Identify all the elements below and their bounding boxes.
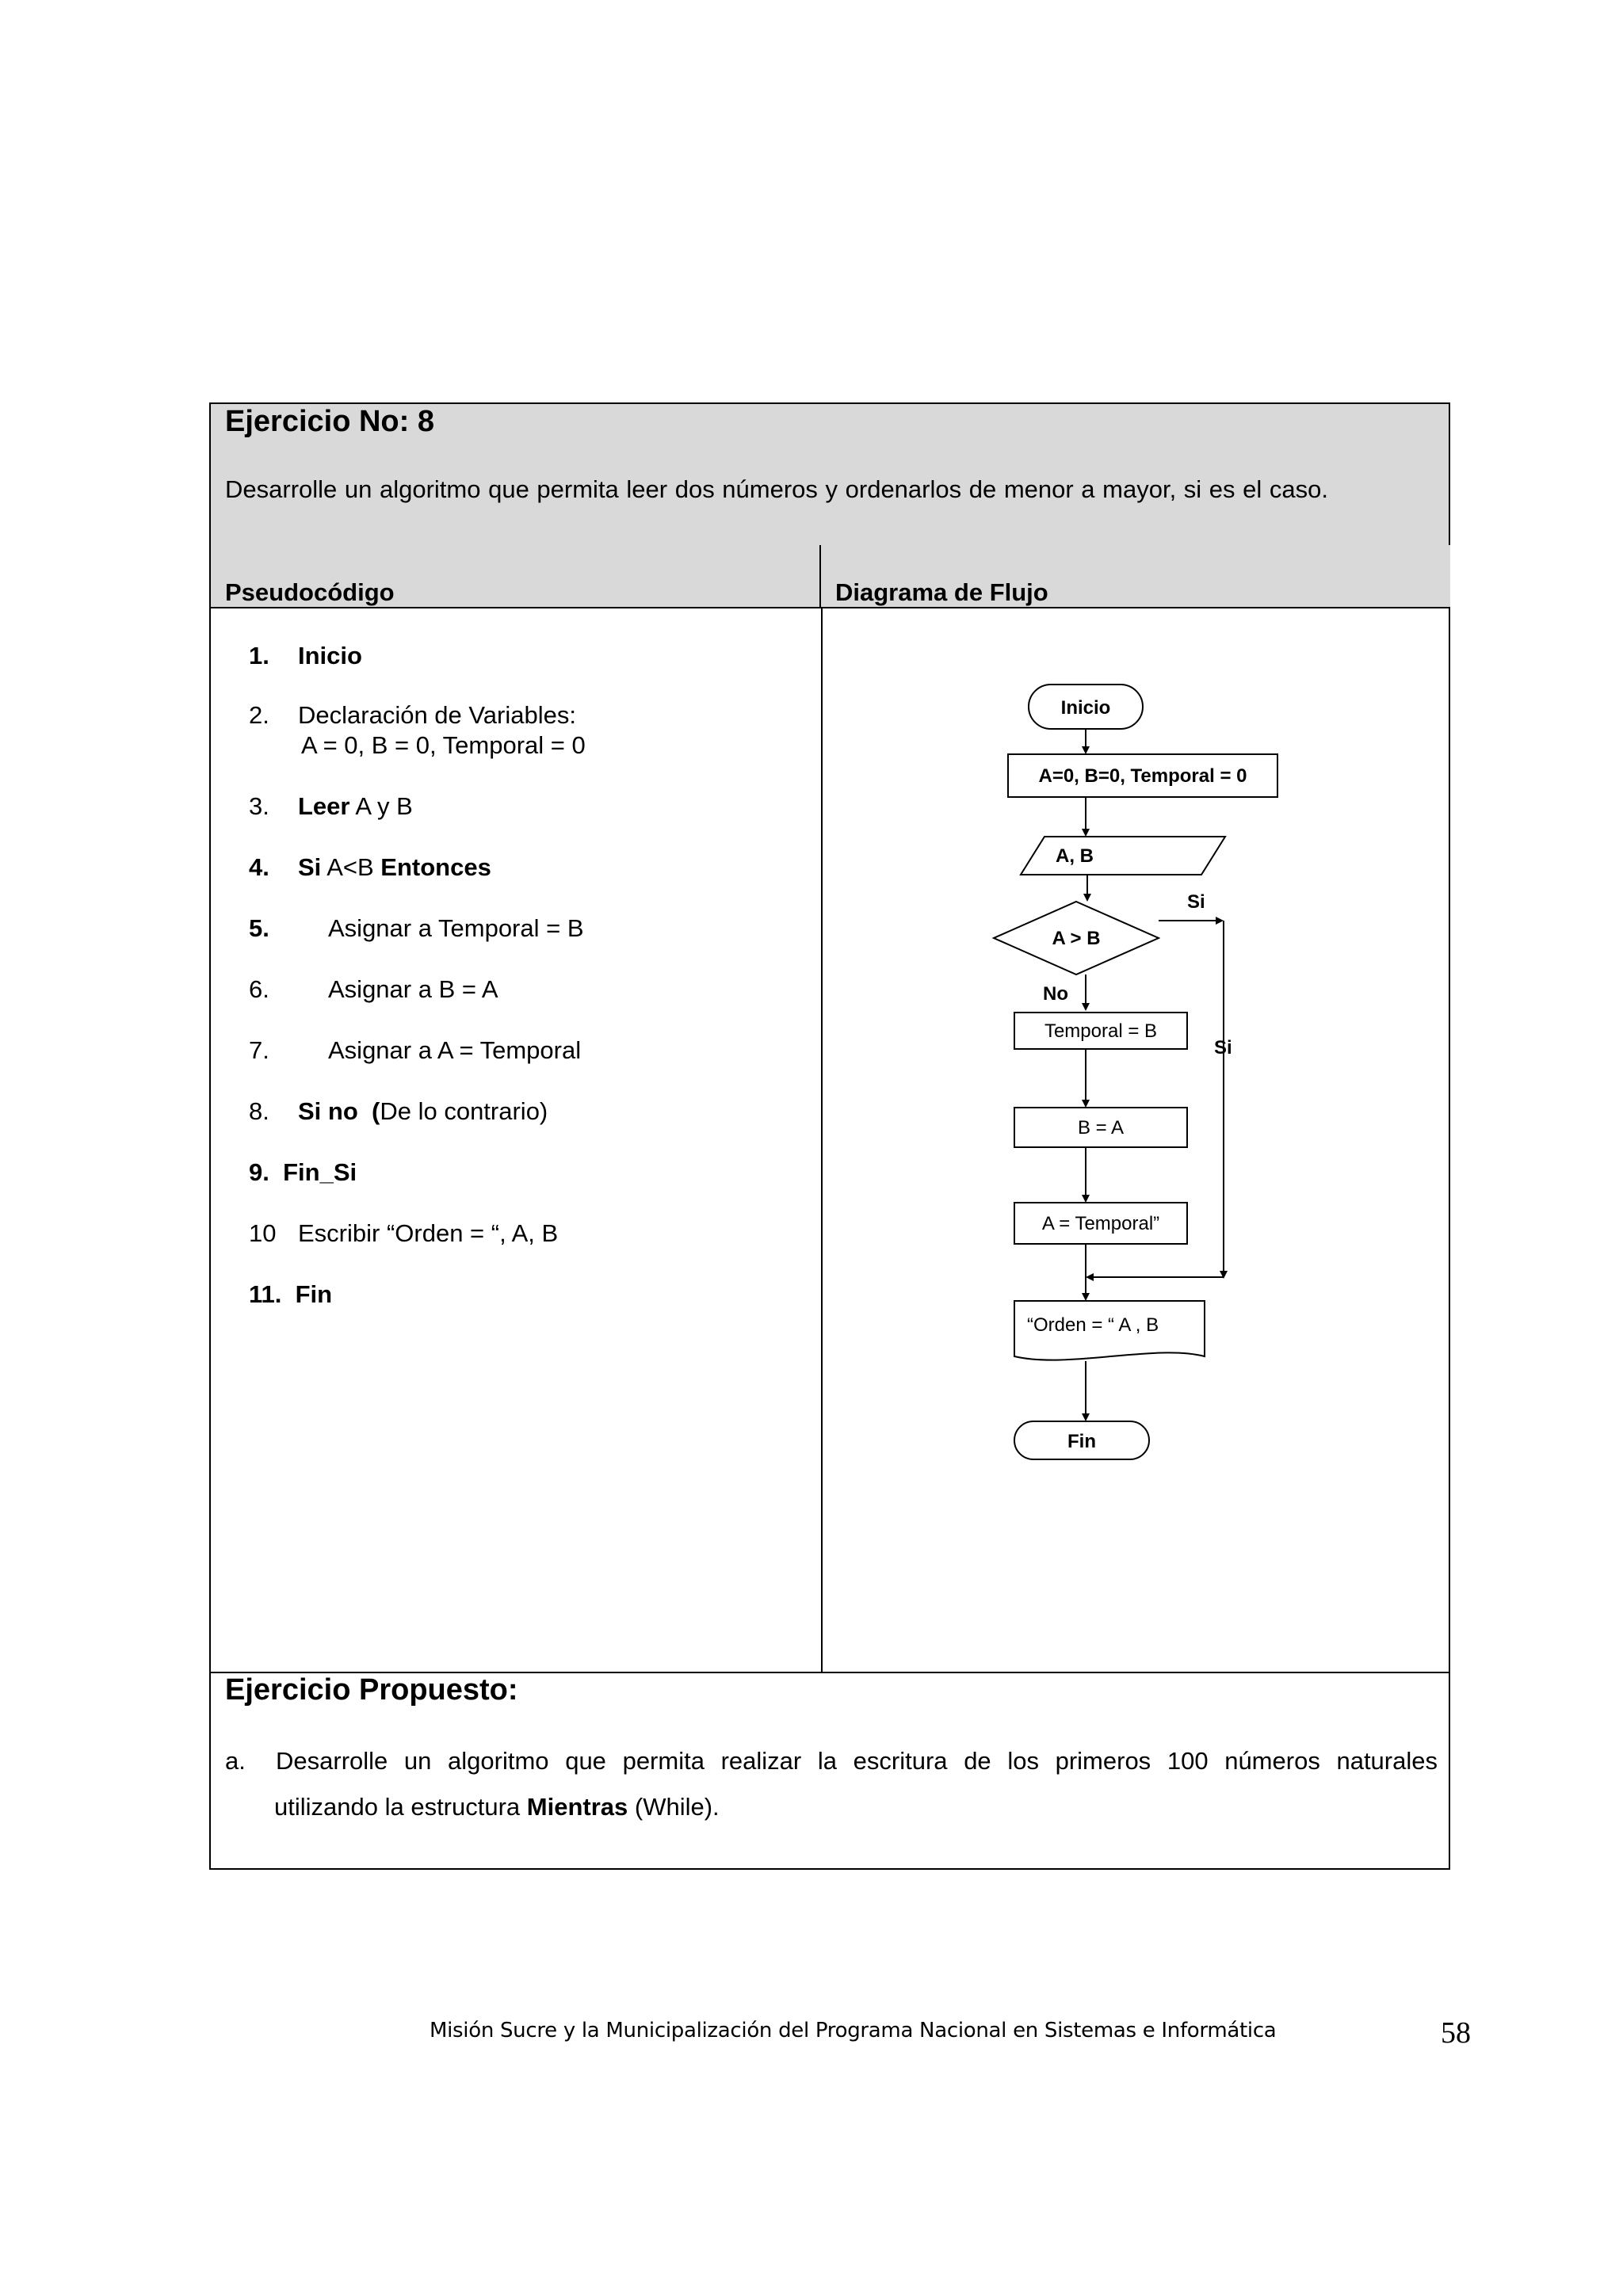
pseudo-step-11: 11. Fin (249, 1280, 333, 1308)
decision-no-label: No (1043, 983, 1068, 1005)
exercise-title: Ejercicio No: 8 (225, 405, 434, 438)
pseudo-step-10: 10 Escribir “Orden = “, A, B (249, 1219, 559, 1247)
pseudocode-heading: Pseudocódigo (225, 578, 395, 606)
decision-yes-label: Si (1187, 891, 1205, 913)
assign-a-label: A = Temporal” (1041, 1213, 1160, 1234)
pseudo-step-5: 5. Asignar a Temporal = B (249, 914, 584, 942)
output-label: “Orden = “ A , B (1027, 1314, 1159, 1336)
exercise-header (211, 404, 1449, 547)
init-label: A=0, B=0, Temporal = 0 (1038, 765, 1247, 787)
input-parallelogram (1021, 837, 1225, 875)
exercise-table (209, 402, 1450, 1870)
pseudo-step-8: 8. Si no (De lo contrario) (249, 1097, 548, 1125)
footer-text: Misión Sucre y la Municipalización del Programa Nacional en Sistemas e Informática (430, 2019, 1277, 2042)
proposed-text-line2: utilizando la estructura Mientras (While). (274, 1793, 720, 1821)
flowchart-heading: Diagrama de Flujo (835, 578, 1048, 606)
pseudo-step-7: 7. Asignar a A = Temporal (249, 1036, 582, 1064)
flowchart (823, 607, 1450, 1672)
pseudo-step-9: 9. Fin_Si (249, 1158, 357, 1186)
pseudo-step-4: 4. Si A<B Entonces (249, 853, 491, 881)
pseudo-step-3: 3. Leer A y B (249, 792, 413, 820)
pseudo-step-1: 1. Inicio (249, 642, 362, 669)
proposed-text-line1: Desarrolle un algoritmo que permita realizar la escritura de los primeros 100 números naturales (276, 1747, 1438, 1775)
page-number: 58 (1441, 2016, 1471, 2050)
flowchart-svg (823, 607, 1450, 1672)
proposed-title: Ejercicio Propuesto: (225, 1673, 518, 1707)
pseudo-step-2: 2. Declaración de Variables: (249, 701, 576, 729)
assign-b-label: B = A (1077, 1117, 1125, 1138)
input-label: A, B (1056, 845, 1094, 867)
proposed-item-letter: a. (225, 1747, 246, 1775)
decision-label: A > B (1052, 928, 1101, 949)
pseudocode-column-header (211, 545, 821, 608)
pseudocode-list (211, 607, 821, 1672)
end-label: Fin (1067, 1431, 1096, 1452)
flowchart-column-header (821, 545, 1450, 608)
pseudo-step-2-values: A = 0, B = 0, Temporal = 0 (301, 731, 586, 759)
pseudo-step-6: 6. Asignar a B = A (249, 975, 498, 1003)
start-label: Inicio (1060, 697, 1111, 719)
exercise-description: Desarrolle un algoritmo que permita leer dos números y ordenarlos de menor a mayor, si es el caso. (225, 475, 1328, 503)
yes-branch-label: Si (1214, 1037, 1232, 1058)
assign-temp-label: Temporal = B (1044, 1020, 1158, 1042)
